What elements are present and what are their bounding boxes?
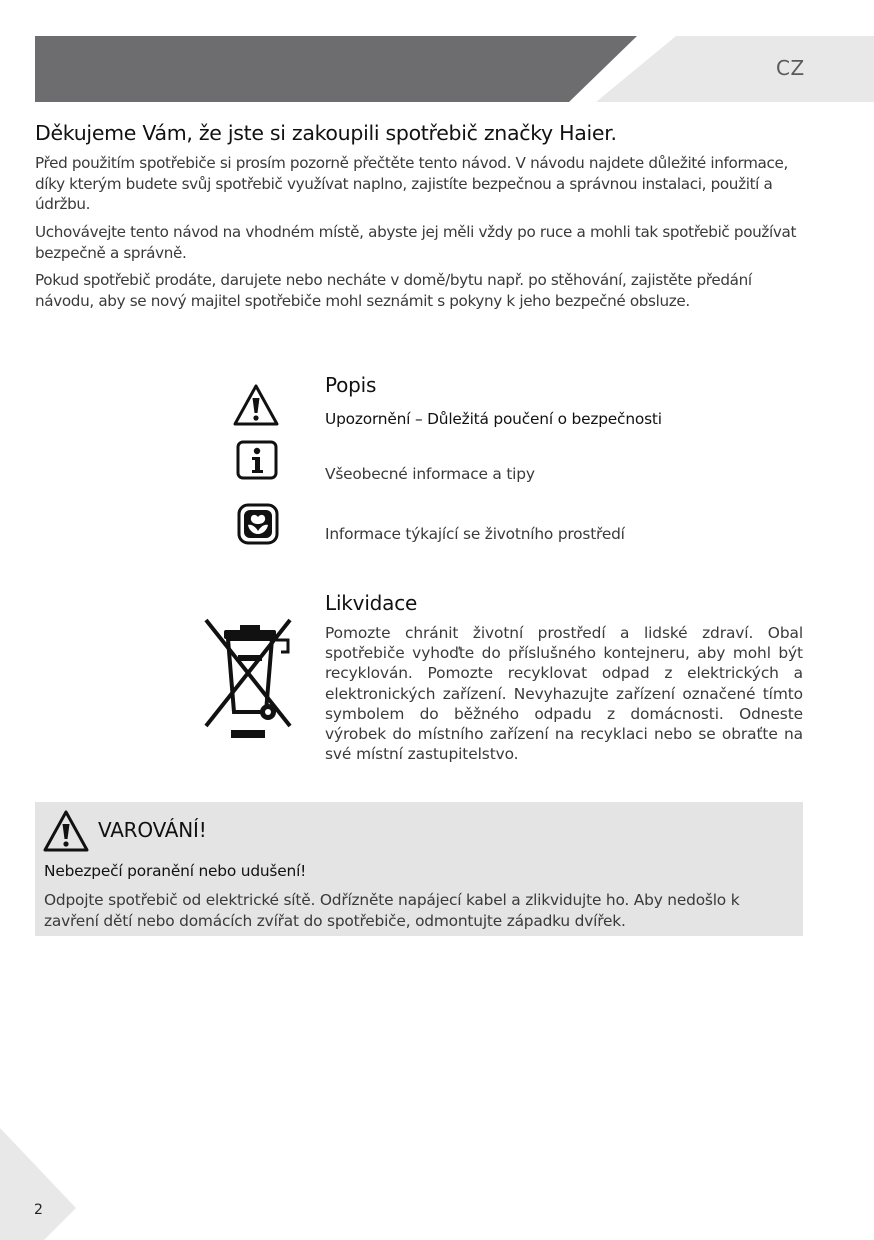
- intro-paragraph-3: Pokud spotřebič prodáte, darujete nebo necháte v domě/bytu např. po stěhování, zajistěte předání návodu, aby se nový majitel spotřebiče mohl seznámit s pokyny k jeho bezpečné obsluze.: [35, 271, 752, 310]
- intro-paragraph-2: Uchovávejte tento návod na vhodném místě, abyste jej měli vždy po ruce a mohli tak spotřebič používat bezpečně a správně.: [35, 223, 797, 262]
- disposal-title: Likvidace: [325, 591, 418, 615]
- footer-corner-tab: [0, 1128, 80, 1240]
- page-title: Děkujeme Vám, že jste si zakoupili spotřebič značky Haier.: [35, 121, 617, 145]
- disposal-text: Pomozte chránit životní prostředí a lidské zdraví. Obal spotřebiče vyhoďte do příslušného kontejneru, aby mohl být recyklován. Pomozte recyklovat odpad z elektrických a elektronických zařízení. Nevyhazujte zařízení označené tímto symbolem do běžného odpadu z domácnosti. Odneste výrobek do místního zařízení na recyklaci nebo se obraťte na své místní zastupitelstvo.: [325, 624, 803, 764]
- legend-item-info-text: Všeobecné informace a tipy: [325, 465, 535, 483]
- warning-body: Odpojte spotřebič od elektrické sítě. Odřízněte napájecí kabel a zlikvidujte ho. Aby nedošlo k zavření dětí nebo domácích zvířat do spotřebiče, odmontujte západku dvířek.: [44, 891, 740, 930]
- page-number: 2: [34, 1202, 43, 1218]
- warning-box-triangle-icon: [42, 809, 90, 853]
- legend-item-environment-text: Informace týkající se životního prostředí: [325, 525, 625, 543]
- warning-title: VAROVÁNÍ!: [98, 818, 207, 842]
- intro-paragraph-1: Před použitím spotřebiče si prosím pozorně přečtěte tento návod. V návodu najdete důležité informace, díky kterým budete svůj spotřebič využívat naplno, zajistíte bezpečnou a správnou instalaci, použití a údržbu.: [35, 154, 788, 213]
- warning-triangle-icon: [232, 383, 280, 427]
- header-light-tab: [596, 36, 874, 102]
- legend-title: Popis: [325, 373, 377, 397]
- info-icon: [236, 440, 278, 480]
- environment-icon: [237, 503, 279, 545]
- header-band: [0, 0, 874, 110]
- header-dark-bar: [35, 36, 637, 102]
- crossed-bin-icon: [202, 616, 294, 740]
- language-code: CZ: [776, 56, 805, 80]
- warning-subtitle: Nebezpečí poranění nebo udušení!: [44, 862, 307, 880]
- legend-item-warning-text: Upozornění – Důležitá poučení o bezpečnosti: [325, 410, 662, 428]
